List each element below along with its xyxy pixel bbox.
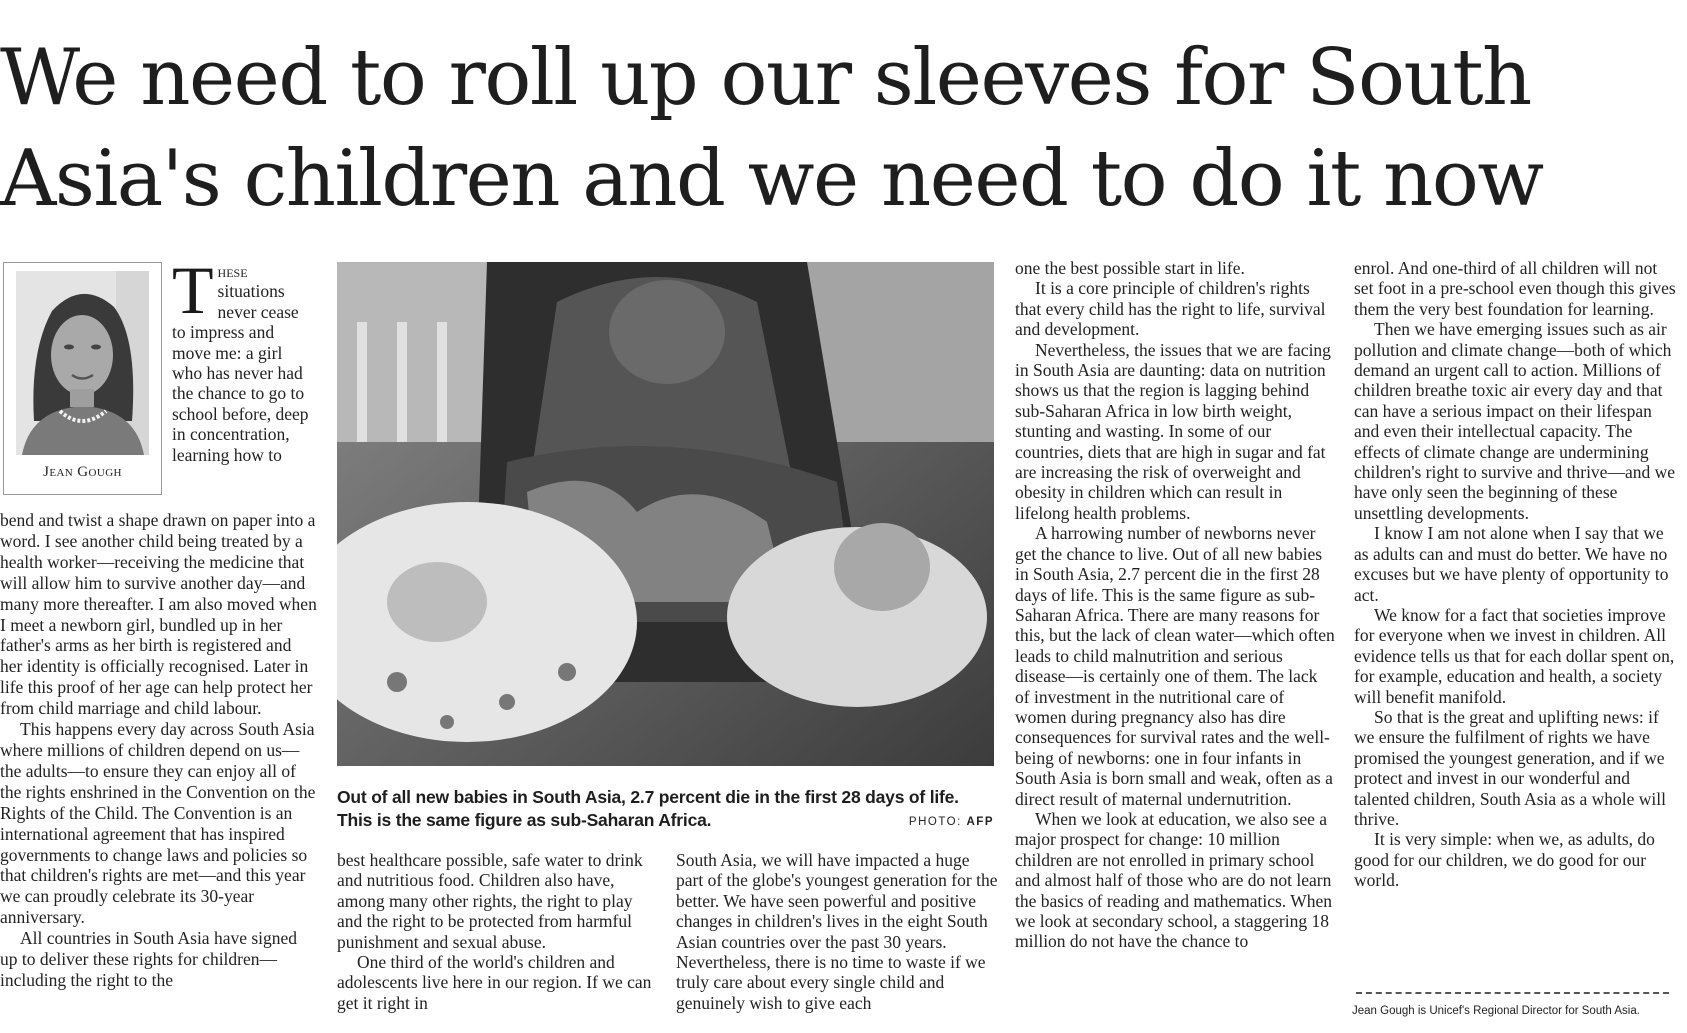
paragraph: It is a core principle of children's rights that every child has the right to life, survival and development.: [1015, 278, 1326, 340]
paragraph: Nevertheless, the issues that we are facing in South Asia are daunting: data on nutrition shows us that the region is lagging behind sub-Saharan Africa in low birth weight, stunting and wasting. In some of our countries, diets that are high in sugar and fat are increasing the risk of overweight and obesity in children which can result in lifelong health problems.: [1015, 339, 1331, 523]
author-note: Jean Gough is Unicef's Regional Director for South Asia.: [1352, 1005, 1640, 1017]
column-1: [0, 510, 318, 991]
paragraph: one the best possible start in life.: [1015, 258, 1245, 278]
credit-source: AFP: [966, 816, 994, 828]
dropcap-continuation: hese: [217, 261, 248, 281]
author-portrait-box: [3, 262, 162, 495]
paragraph: bend and twist a shape drawn on paper into a word. I see another child being treated by a health worker—receiving the medicine that will allow him to survive another day—and many more thereafter. I am also moved when I meet a newborn girl, bundled up in her father's arms as her birth is registered and her identity is officially recognised. Later in life this proof of her age can help protect her from child marriage and child labour.: [0, 510, 317, 719]
paragraph: All countries in South Asia have signed up to deliver these rights for children—including the right to the: [0, 928, 298, 990]
intro-paragraph: [172, 252, 312, 465]
paragraph: best healthcare possible, safe water to drink and nutritious food. Children also have, among many other rights, the right to play and the right to be protected from harmful punishment and sexual abuse.: [337, 850, 643, 952]
paragraph: This happens every day across South Asia where millions of children depend on us—the adults—to ensure they can enjoy all of the rights enshrined in the Convention on the Rights of the Child. The Convention is an international agreement that has inspired governments to change laws and policies so that children's rights are met—and this year we can proudly celebrate its 30-year anniversary.: [0, 719, 316, 928]
paragraph: We know for a fact that societies improve for everyone when we invest in children. All evidence tells us that for each dollar spent on, for example, education and health, a society will benefit manifold.: [1354, 604, 1675, 707]
paragraph: enrol. And one-third of all children will not set foot in a pre-school even though this gives them the very best foundation for learning.: [1354, 258, 1676, 319]
column-3: [676, 850, 998, 1013]
paragraph: It is very simple: when we, as adults, do good for our children, we do good for our world.: [1354, 829, 1655, 891]
paragraph: A harrowing number of newborns never get the chance to live. Out of all new babies in South Asia, 2.7 percent die in the first 28 days of life. This is the same figure as sub-Saharan Africa. There are many reasons for this, but the lack of clean water—which often leads to child malnutrition and serious disease—is certainly one of them. The lack of investment in the nutritional care of women during pregnancy also has dire consequences for survival rates and the well-being of newborns: one in four infants in South Asia is born small and weak, often as a direct result of maternal undernutrition.: [1015, 523, 1335, 809]
column-2: [337, 850, 655, 1013]
headline: We need to roll up our sleeves for South Asia's children and we need to do it now: [0, 33, 1543, 224]
author-byline: Jean Gough: [43, 464, 122, 480]
credit-label: PHOTO:: [908, 816, 962, 828]
paragraph: When we look at education, we also see a major prospect for change: 10 million children are not enrolled in primary school and almost half of those who are do not learn the basics of reading and mathematics. When we look at secondary school, a staggering 18 million do not have the chance to: [1015, 808, 1332, 952]
photo-caption: Out of all new babies in South Asia, 2.7 percent die in the first 28 days of life. This is the same figure as sub-Saharan Africa.: [337, 787, 959, 830]
column-4: [1015, 258, 1335, 952]
intro-wrap-text: situations never cease to impress and move me: a girl who has never had the chance to go to school before, deep in concentration, learning how to: [172, 281, 309, 465]
paragraph: Then we have emerging issues such as air pollution and climate change—both of which demand an urgent call to action. Millions of children breathe toxic air every day and that can have a serious impact on their lifespan and even their intellectual capacity. The effects of climate change are undermining children's right to survive and thrive—and we have only seen the beginning of these unsettling developments.: [1354, 319, 1675, 523]
author-portrait: [16, 271, 149, 455]
paragraph: I know I am not alone when I say that we as adults can and must do better. We have no excuses but we have plenty of opportunity to act.: [1354, 523, 1669, 605]
paragraph: So that is the great and uplifting news: if we ensure the fulfilment of rights we have promised the youngest generation, and if we protect and invest in our wonderful and talented children, South Asia as a whole will thrive.: [1354, 706, 1667, 829]
photo-credit: [909, 816, 994, 828]
column-1-intro: [172, 252, 312, 465]
column-5: [1354, 258, 1676, 891]
article-photo: [337, 262, 994, 766]
paragraph: One third of the world's children and adolescents live here in our region. If we can get it right in: [337, 952, 652, 1013]
paragraph: South Asia, we will have impacted a huge part of the globe's youngest generation for the better. We have seen powerful and positive changes in children's lives in the eight South Asian countries over the past 30 years. Nevertheless, there is no time to waste if we truly care about every single child and genuinely wish to give each: [676, 850, 998, 1013]
drop-cap: T: [172, 252, 214, 328]
dashed-divider: [1356, 992, 1669, 994]
